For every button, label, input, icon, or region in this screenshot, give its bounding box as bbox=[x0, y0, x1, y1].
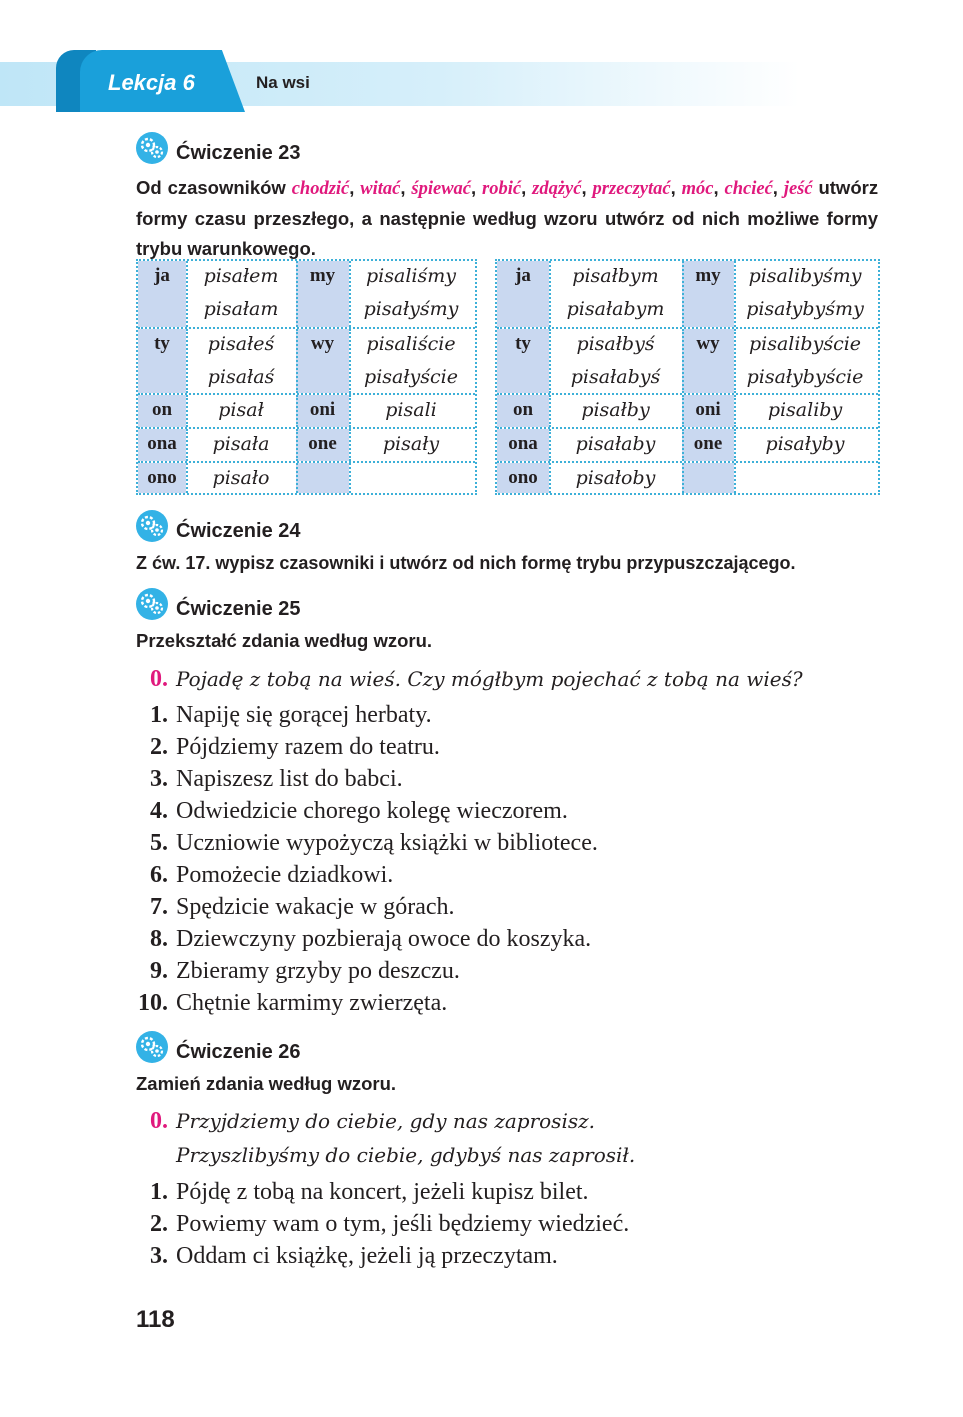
example-sentence bbox=[136, 666, 803, 693]
exercise-24-instruction: Z ćw. 17. wypisz czasowniki i utwórz od nich formę trybu przypuszczającego. bbox=[136, 553, 796, 573]
cell-divider bbox=[549, 329, 551, 393]
cell-divider bbox=[296, 329, 298, 393]
verb-form: pisałbyś bbox=[576, 333, 655, 355]
exercise-title: Ćwiczenie 25 bbox=[176, 598, 301, 620]
list-item bbox=[136, 1243, 558, 1270]
cell-divider bbox=[682, 395, 684, 427]
separator: , bbox=[772, 177, 784, 198]
cell-divider bbox=[734, 329, 736, 393]
cell-divider bbox=[682, 463, 684, 493]
pronoun-cell: ono bbox=[497, 463, 549, 493]
item-text: Spędzicie wakacje w górach. bbox=[176, 894, 455, 920]
separator: , bbox=[670, 177, 682, 198]
verb-form: pisali bbox=[385, 399, 437, 421]
table-row bbox=[138, 261, 475, 327]
verb-form: pisałoby bbox=[575, 467, 656, 489]
example-sentence-line-2 bbox=[176, 1142, 635, 1169]
item-number: 6. bbox=[150, 862, 168, 888]
table-row bbox=[138, 427, 475, 461]
verb-form: pisałabym bbox=[566, 298, 665, 320]
table-row bbox=[497, 461, 878, 493]
cell-divider bbox=[549, 429, 551, 461]
cell-divider bbox=[186, 395, 188, 427]
instruction-text: utwórz formy czasu przeszłego, a następnie według wzoru utwórz od nich możliwe formy trybu warunkowego. bbox=[136, 177, 879, 259]
item-number: 2. bbox=[150, 1211, 168, 1237]
table-row bbox=[497, 327, 878, 393]
exercise-title: Ćwiczenie 26 bbox=[176, 1041, 301, 1063]
item-number: 2. bbox=[150, 734, 168, 760]
page-number: 118 bbox=[136, 1306, 175, 1333]
topic-label: Na wsi bbox=[256, 73, 310, 92]
pronoun-cell: one bbox=[296, 429, 349, 461]
example-text: Pojadę z tobą na wieś. Czy mógłbym pojechać z tobą na wieś? bbox=[176, 667, 803, 691]
cell-divider bbox=[682, 329, 684, 393]
verb-form: pisaliby bbox=[767, 399, 843, 421]
verb-form: pisałyby bbox=[765, 433, 845, 455]
list-item bbox=[136, 894, 455, 921]
example-line-2: Przyszlibyśmy do ciebie, gdybyś nas zaprosił. bbox=[176, 1143, 636, 1167]
exercise-title: Ćwiczenie 23 bbox=[176, 142, 301, 164]
cell-divider bbox=[349, 429, 351, 461]
cell-divider bbox=[682, 261, 684, 327]
item-number: 10. bbox=[138, 990, 168, 1016]
cell-divider bbox=[186, 429, 188, 461]
list-item bbox=[136, 1179, 589, 1206]
cell-divider bbox=[349, 261, 351, 327]
verb-form: pisałem bbox=[203, 265, 279, 287]
verb-1: chodzić bbox=[291, 179, 350, 199]
list-item bbox=[136, 926, 591, 953]
verb-form: pisałam bbox=[203, 298, 279, 320]
cell-divider bbox=[734, 395, 736, 427]
cell-divider bbox=[734, 261, 736, 327]
verb-form: pisaliśmy bbox=[366, 265, 456, 287]
example-number: 0. bbox=[150, 666, 168, 692]
cell-divider bbox=[549, 395, 551, 427]
verb-2: witać bbox=[360, 179, 401, 199]
verb-form: pisałybyście bbox=[746, 366, 864, 388]
pronoun-cell: ja bbox=[497, 261, 549, 327]
list-item bbox=[136, 1211, 629, 1238]
example-number: 0. bbox=[150, 1108, 168, 1134]
cell-divider bbox=[186, 463, 188, 493]
list-item bbox=[136, 830, 598, 857]
verb-form: pisaliście bbox=[366, 333, 456, 355]
item-number: 8. bbox=[150, 926, 168, 952]
verb-form: pisałby bbox=[581, 399, 650, 421]
item-number: 9. bbox=[150, 958, 168, 984]
item-text: Chętnie karmimy zwierzęta. bbox=[176, 990, 448, 1016]
gears-icon bbox=[136, 132, 168, 164]
item-number: 1. bbox=[150, 702, 168, 728]
verb-form: pisała bbox=[212, 433, 270, 455]
pronoun-cell: ty bbox=[138, 329, 186, 393]
pronoun-cell: wy bbox=[296, 329, 349, 393]
item-text: Pomożecie dziadkowi. bbox=[176, 862, 394, 888]
item-text: Pójdziemy razem do teatru. bbox=[176, 734, 440, 760]
verb-form: pisalibyście bbox=[748, 333, 862, 355]
cell-divider bbox=[682, 429, 684, 461]
pronoun-cell: ja bbox=[138, 261, 186, 327]
verb-form: pisały bbox=[382, 433, 440, 455]
pronoun-cell: on bbox=[497, 395, 549, 427]
table-row bbox=[497, 261, 878, 327]
gears-icon bbox=[136, 510, 168, 542]
list-item bbox=[136, 958, 460, 985]
item-text: Zbieramy grzyby po deszczu. bbox=[176, 958, 460, 984]
verb-form: pisałybyśmy bbox=[746, 298, 864, 320]
pronoun-cell: ono bbox=[138, 463, 186, 493]
verb-form: pisało bbox=[212, 467, 270, 489]
past-tense-table bbox=[136, 259, 477, 495]
verb-form: pisał bbox=[218, 399, 264, 421]
verb-form: pisałyście bbox=[364, 366, 458, 388]
example-line-1: Przyjdziemy do ciebie, gdy nas zaprosisz. bbox=[176, 1109, 596, 1133]
list-item bbox=[136, 766, 403, 793]
gears-icon bbox=[136, 588, 168, 620]
instruction-text: Od czasowników bbox=[136, 177, 292, 198]
cell-divider bbox=[349, 463, 351, 493]
exercise-25-instruction: Przekształć zdania według wzoru. bbox=[136, 630, 433, 651]
cell-divider bbox=[349, 329, 351, 393]
item-number: 1. bbox=[150, 1179, 168, 1205]
item-number: 4. bbox=[150, 798, 168, 824]
item-number: 5. bbox=[150, 830, 168, 856]
pronoun-cell: ty bbox=[497, 329, 549, 393]
item-text: Dziewczyny pozbierają owoce do koszyka. bbox=[176, 926, 592, 952]
list-item bbox=[136, 798, 568, 825]
verb-9: jeść bbox=[783, 179, 813, 199]
separator: , bbox=[713, 177, 725, 198]
verb-5: zdążyć bbox=[532, 179, 582, 199]
item-text: Odwiedzicie chorego kolegę wieczorem. bbox=[176, 798, 568, 824]
conditional-table bbox=[495, 259, 880, 495]
cell-divider bbox=[734, 429, 736, 461]
item-text: Napiszesz list do babci. bbox=[176, 766, 403, 792]
verb-4: robić bbox=[482, 179, 522, 199]
item-number: 7. bbox=[150, 894, 168, 920]
pronoun-cell: ona bbox=[138, 429, 186, 461]
pronoun-cell: oni bbox=[682, 395, 734, 427]
verb-form: pisałaby bbox=[575, 433, 656, 455]
verb-form: pisałeś bbox=[207, 333, 275, 355]
pronoun-cell: my bbox=[682, 261, 734, 327]
exercise-23-instruction bbox=[136, 173, 878, 264]
table-row bbox=[138, 327, 475, 393]
cell-divider bbox=[186, 329, 188, 393]
item-text: Oddam ci książkę, jeżeli ją przeczytam. bbox=[176, 1243, 558, 1269]
exercise-title: Ćwiczenie 24 bbox=[176, 520, 301, 542]
pronoun-cell: my bbox=[296, 261, 349, 327]
cell-divider bbox=[296, 429, 298, 461]
verb-3: śpiewać bbox=[411, 179, 472, 199]
separator: , bbox=[521, 177, 533, 198]
pronoun-cell: ona bbox=[497, 429, 549, 461]
table-row bbox=[497, 427, 878, 461]
cell-divider bbox=[349, 395, 351, 427]
exercise-26-instruction: Zamień zdania według wzoru. bbox=[136, 1073, 397, 1094]
item-number: 3. bbox=[150, 1243, 168, 1269]
cell-divider bbox=[296, 261, 298, 327]
separator: , bbox=[349, 177, 361, 198]
separator: , bbox=[581, 177, 593, 198]
table-row bbox=[138, 461, 475, 493]
table-row bbox=[497, 393, 878, 427]
pronoun-cell bbox=[296, 463, 349, 493]
item-text: Pójdę z tobą na koncert, jeżeli kupisz bilet. bbox=[176, 1179, 589, 1205]
cell-divider bbox=[549, 463, 551, 493]
lesson-label: Lekcja 6 bbox=[108, 70, 195, 95]
verb-6: przeczytać bbox=[592, 179, 671, 199]
pronoun-cell: oni bbox=[296, 395, 349, 427]
list-item bbox=[136, 990, 447, 1017]
pronoun-cell: on bbox=[138, 395, 186, 427]
separator: , bbox=[471, 177, 483, 198]
example-sentence bbox=[136, 1108, 595, 1135]
item-text: Powiemy wam o tym, jeśli będziemy wiedzieć. bbox=[176, 1211, 630, 1237]
item-text: Uczniowie wypożyczą książki w bibliotece. bbox=[176, 830, 598, 856]
list-item bbox=[136, 734, 440, 761]
cell-divider bbox=[549, 261, 551, 327]
pronoun-cell: wy bbox=[682, 329, 734, 393]
verb-form: pisałaś bbox=[207, 366, 275, 388]
cell-divider bbox=[186, 261, 188, 327]
verb-form: pisałbym bbox=[572, 265, 659, 287]
cell-divider bbox=[296, 463, 298, 493]
item-text: Napiję się gorącej herbaty. bbox=[176, 702, 432, 728]
separator: , bbox=[400, 177, 412, 198]
verb-form: pisałabyś bbox=[570, 366, 661, 388]
gears-icon bbox=[136, 1031, 168, 1063]
list-item bbox=[136, 702, 432, 729]
verb-form: pisalibyśmy bbox=[748, 265, 862, 287]
pronoun-cell: one bbox=[682, 429, 734, 461]
cell-divider bbox=[296, 395, 298, 427]
pronoun-cell bbox=[682, 463, 734, 493]
verb-7: móc bbox=[681, 179, 714, 199]
table-row bbox=[138, 393, 475, 427]
item-number: 3. bbox=[150, 766, 168, 792]
verb-form: pisałyśmy bbox=[363, 298, 459, 320]
list-item bbox=[136, 862, 393, 889]
verb-8: chcieć bbox=[724, 179, 773, 199]
cell-divider bbox=[734, 463, 736, 493]
